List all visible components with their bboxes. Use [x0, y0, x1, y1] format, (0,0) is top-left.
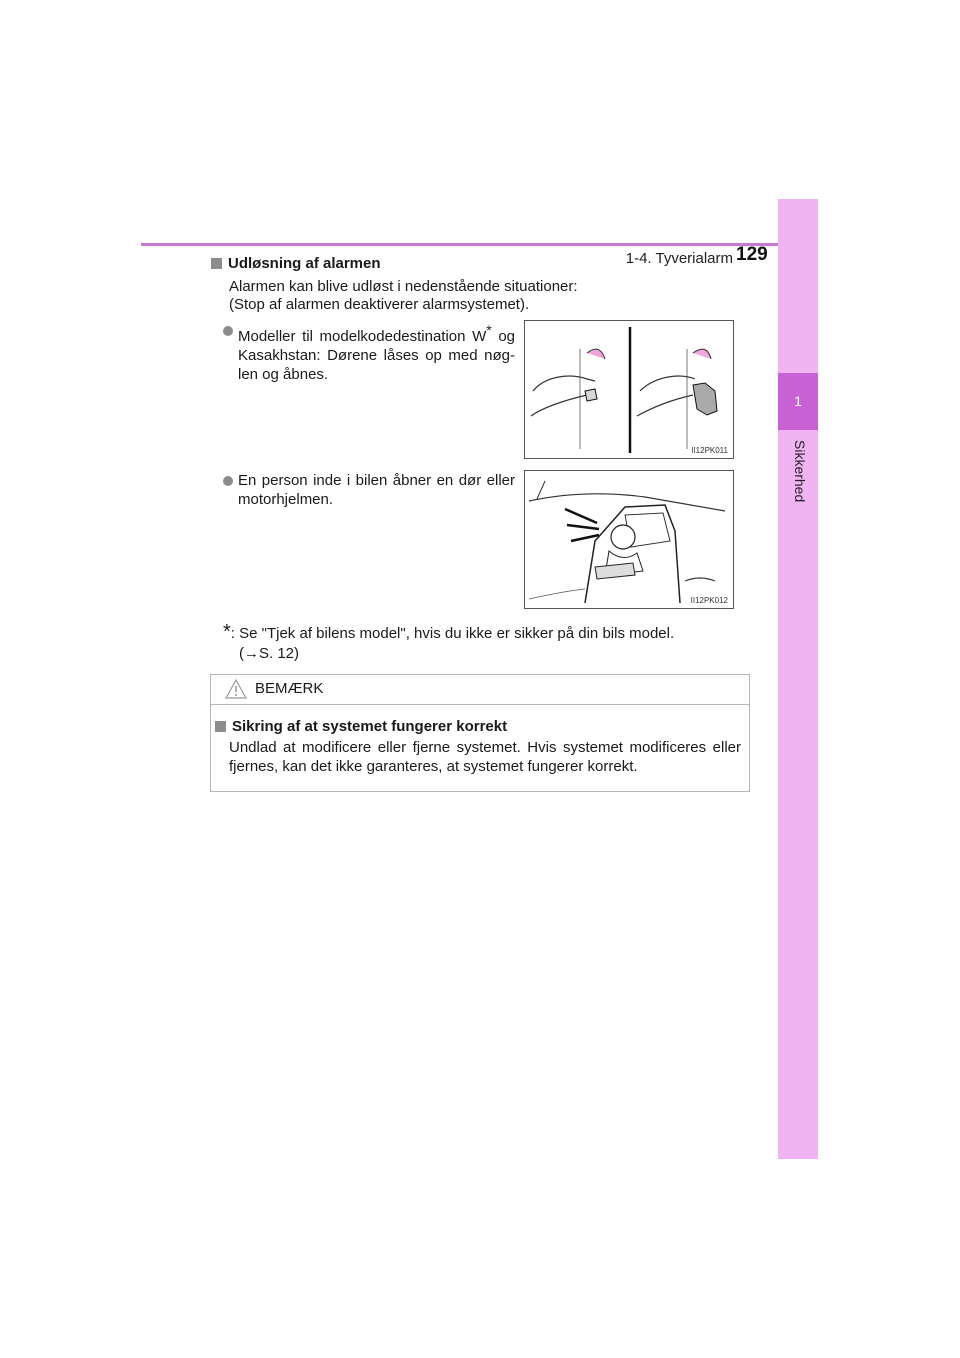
intro-line-2: (Stop af alarmen deaktiverer alarmsystemet). [229, 296, 530, 313]
notice-subheading-text: Sikring af at systemet fungerer korrekt [232, 718, 508, 735]
notice-body: Undlad at modificere eller fjerne systemet. Hvis systemet modificeres eller fjernes, kan det ikke garanteres, at systemet fungerer korrekt. [229, 739, 741, 775]
person-opening-door-illustration [525, 471, 733, 608]
footnote [223, 622, 703, 664]
figure-door-open [524, 470, 734, 609]
footnote-line-1: *: Se "Tjek af bilens model", hvis du ikke er sikker på din bils model. [223, 621, 675, 643]
notice-box [210, 674, 750, 792]
square-bullet-icon [215, 721, 226, 732]
intro-line-1: Alarmen kan blive udløst i nedenstående situationer: [229, 278, 578, 295]
page-number: 129 [736, 244, 768, 265]
notice-header [211, 675, 749, 705]
bullet-text: En person inde i bilen åbner en dør eller motorhjelmen. [238, 472, 515, 508]
bullet-text: Modeller til modelkodedestination W* og Kasakhstan: Dørene låses op med nøg-len og åbnes. [238, 322, 516, 383]
bullet-item-inside-open [223, 471, 515, 509]
figure-key-unlock [524, 320, 734, 459]
warning-triangle-icon [225, 679, 247, 704]
bullet-item-key-unlock [223, 321, 515, 384]
notice-subheading [215, 718, 507, 735]
notice-label: BEMÆRK [255, 680, 324, 697]
section-heading [211, 255, 381, 272]
figure-code: II12PK012 [690, 596, 728, 605]
section-heading-text: Udløsning af alarmen [228, 255, 381, 272]
figure-code: II12PK011 [691, 446, 728, 455]
round-bullet-icon [223, 476, 233, 486]
chapter-number: 1 [794, 393, 802, 409]
round-bullet-icon [223, 326, 233, 336]
door-handle-key-illustration [525, 321, 733, 458]
square-bullet-icon [211, 258, 222, 269]
chapter-side-tab [778, 199, 818, 1159]
chapter-title: Sikkerhed [792, 440, 808, 503]
header-rule [141, 243, 818, 246]
footnote-line-2: (→S. 12) [239, 645, 300, 662]
section-title: 1-4. Tyverialarm [625, 250, 733, 267]
